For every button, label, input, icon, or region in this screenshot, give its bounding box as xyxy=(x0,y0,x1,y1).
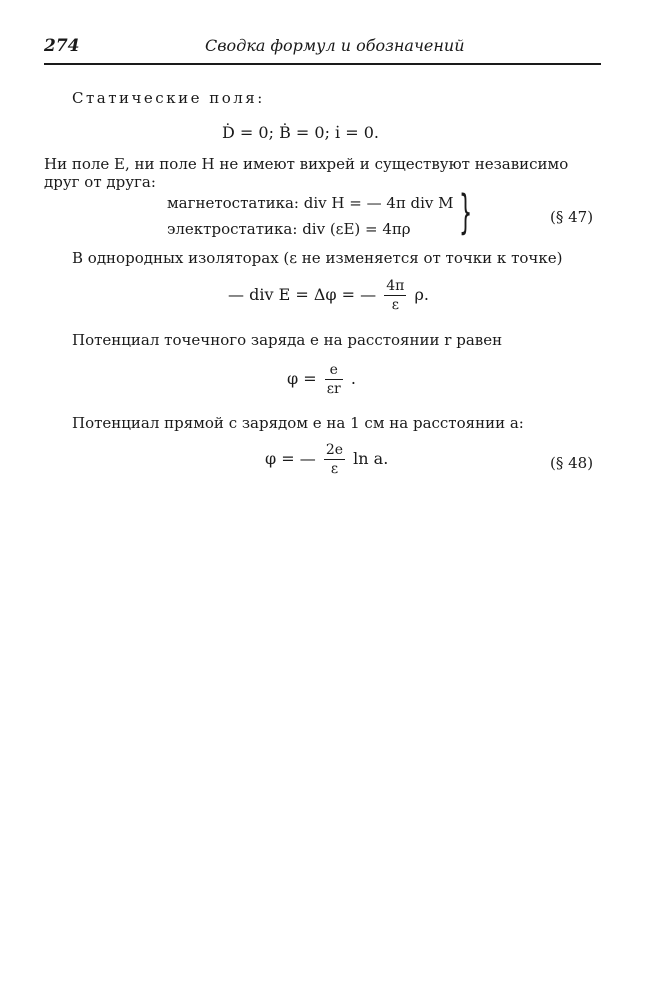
static-equations: Ḋ = 0; Ḃ = 0; i̇ = 0. xyxy=(222,123,380,142)
section-ref-48: (§ 48) xyxy=(550,454,594,472)
point-charge-equation xyxy=(287,362,356,397)
line-right: ln a. xyxy=(353,449,389,469)
point-numerator: e xyxy=(325,362,343,380)
line-charge-equation xyxy=(265,442,388,477)
right-brace: } xyxy=(459,185,473,239)
static-fields-heading: Статические поля: xyxy=(72,89,265,107)
point-fraction xyxy=(325,362,343,397)
poisson-fraction xyxy=(384,278,406,313)
point-denominator: εr xyxy=(326,381,341,398)
header-rule xyxy=(44,63,601,65)
curl-text-line-2: друг от друга: xyxy=(44,173,156,191)
poisson-equation xyxy=(228,278,429,313)
line-denominator: ε xyxy=(330,461,339,478)
page-number: 274 xyxy=(44,36,80,56)
line-charge-text: Потенциал прямой с зарядом e на 1 см на расстоянии a: xyxy=(72,414,524,432)
line-left: φ = — xyxy=(265,449,316,469)
insulators-text: В однородных изоляторах (ε не изменяется от точки к точке) xyxy=(72,249,563,267)
electrostatics-equation: электростатика: div (εE) = 4πρ xyxy=(167,220,411,238)
point-right: . xyxy=(350,369,356,389)
point-left: φ = xyxy=(287,369,317,389)
curl-text-line-1: Ни поле E, ни поле H не имеют вихрей и существуют независимо xyxy=(44,155,569,173)
poisson-denominator: ε xyxy=(391,297,399,314)
poisson-right: ρ. xyxy=(414,285,429,305)
line-fraction xyxy=(324,442,345,477)
running-title: Сводка формул и обозначений xyxy=(205,36,465,55)
poisson-numerator: 4π xyxy=(384,278,406,296)
magnetostatics-equation: магнетостатика: div H = — 4π div M xyxy=(167,194,454,212)
section-ref-47: (§ 47) xyxy=(550,208,594,226)
point-charge-text: Потенциал точечного заряда e на расстоянии r равен xyxy=(72,331,503,349)
poisson-left: — div E = Δφ = — xyxy=(228,285,377,305)
line-numerator: 2e xyxy=(324,442,345,460)
